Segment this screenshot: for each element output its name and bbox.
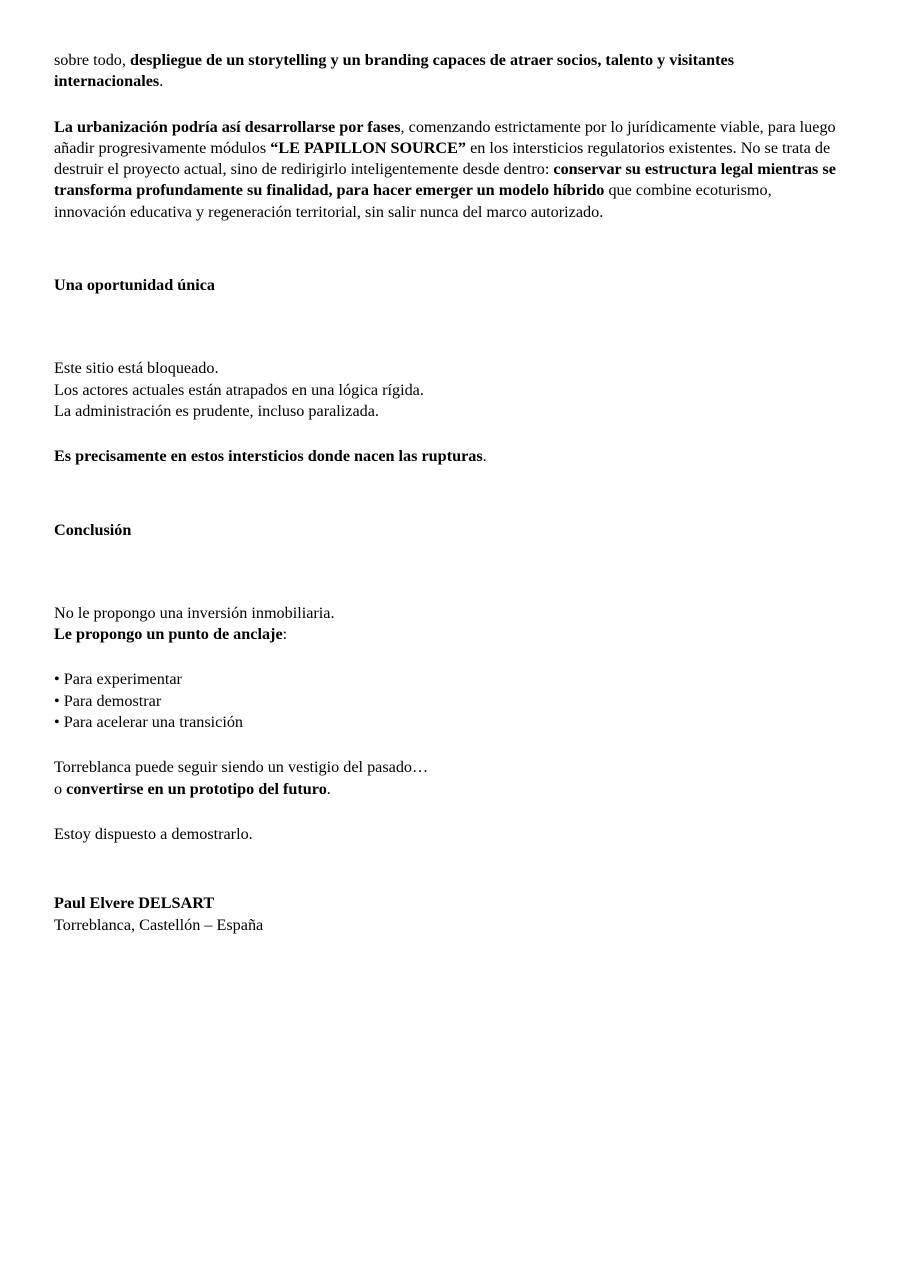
closing-line-vestigio-del-pasado: Torreblanca puede seguir siendo un vestigio del pasado… xyxy=(54,758,429,777)
spacer-before-final-statement xyxy=(54,800,840,824)
list-item: • Para experimentar xyxy=(54,670,182,689)
signature-location: Torreblanca, Castellón – España xyxy=(54,915,264,934)
emphasis-line-rupturas xyxy=(54,446,840,467)
closing-2-trailing: . xyxy=(326,779,331,798)
statement-line: Los actores actuales están atrapados en una lógica rígida. xyxy=(54,380,424,399)
opportunity-statement-lines xyxy=(54,358,840,422)
emphasis-trailing: . xyxy=(482,447,487,466)
paragraph-storytelling-branding xyxy=(54,50,840,93)
paragraph-1-trailing: . xyxy=(159,72,164,91)
statement-line: La administración es prudente, incluso paralizada. xyxy=(54,401,379,420)
heading-una-oportunidad-unica: Una oportunidad única xyxy=(54,276,216,295)
conclusion-line-no-inversion: No le propongo una inversión inmobiliaria. xyxy=(54,603,335,622)
statement-line: Este sitio está bloqueado. xyxy=(54,359,219,378)
closing-line-prototipo-del-futuro xyxy=(54,779,840,800)
closing-2-bold: convertirse en un prototipo del futuro xyxy=(66,779,327,798)
closing-2-prefix: o xyxy=(54,779,67,798)
heading-conclusion: Conclusión xyxy=(54,520,132,539)
final-statement-estoy-dispuesto: Estoy dispuesto a demostrarlo. xyxy=(54,824,253,843)
list-item: • Para acelerar una transición xyxy=(54,713,244,732)
spacer-before-bullets xyxy=(54,645,840,669)
conclusion-line-punto-de-anclaje xyxy=(54,624,840,645)
conclusion-bullet-list xyxy=(54,669,840,733)
emphasis-bold-text: Es precisamente en estos intersticios donde nacen las rupturas xyxy=(54,447,483,466)
signature-block xyxy=(54,893,840,936)
conclusion-line-2-trailing: : xyxy=(282,625,288,644)
conclusion-proposal-lines xyxy=(54,603,840,646)
paragraph-1-lead: sobre todo, xyxy=(54,51,130,69)
spacer-after-conclusion-heading xyxy=(54,541,840,603)
spacer-before-emphasis-line xyxy=(54,422,840,446)
spacer-after-paragraph-1 xyxy=(54,93,840,117)
paragraph-2-regular-1: , comenzando estrictamente por lo jurídicamente viable, para luego añadir progresivamente módulos xyxy=(54,117,836,157)
paragraph-urbanizacion-por-fases xyxy=(54,117,840,223)
signature-name: Paul Elvere DELSART xyxy=(54,894,215,913)
paragraph-2-regular-3: que combine ecoturismo, innovación educativa y regeneración territorial, sin salir nunca del marco autorizado. xyxy=(54,181,772,221)
spacer-before-closing xyxy=(54,733,840,757)
conclusion-line-2-bold: Le propongo un punto de anclaje xyxy=(54,625,283,644)
document-content xyxy=(54,50,840,936)
paragraph-1-bold-run: despliegue de un storytelling y un branding capaces de atraer socios, talento y visitantes internacionales xyxy=(54,51,735,91)
paragraph-2-bold-3: conservar su estructura legal mientras se transforma profundamente su finalidad, para hacer emerger un modelo híbrido xyxy=(54,160,836,200)
paragraph-2-regular-2: en los intersticios regulatorios existentes. No se trata de destruir el proyecto actual, sino de redirigirlo inteligentemente desde dentro: xyxy=(54,138,831,179)
spacer-before-opportunity-heading xyxy=(54,223,840,275)
paragraph-2-bold-1: La urbanización podría así desarrollarse por fases xyxy=(54,117,401,136)
paragraph-2-bold-2-le-papillon-source: “LE PAPILLON SOURCE” xyxy=(270,138,467,157)
spacer-after-opportunity-heading xyxy=(54,296,840,358)
list-item: • Para demostrar xyxy=(54,691,162,710)
closing-lines xyxy=(54,757,840,800)
spacer-before-signature xyxy=(54,845,840,893)
spacer-before-conclusion-heading xyxy=(54,468,840,520)
